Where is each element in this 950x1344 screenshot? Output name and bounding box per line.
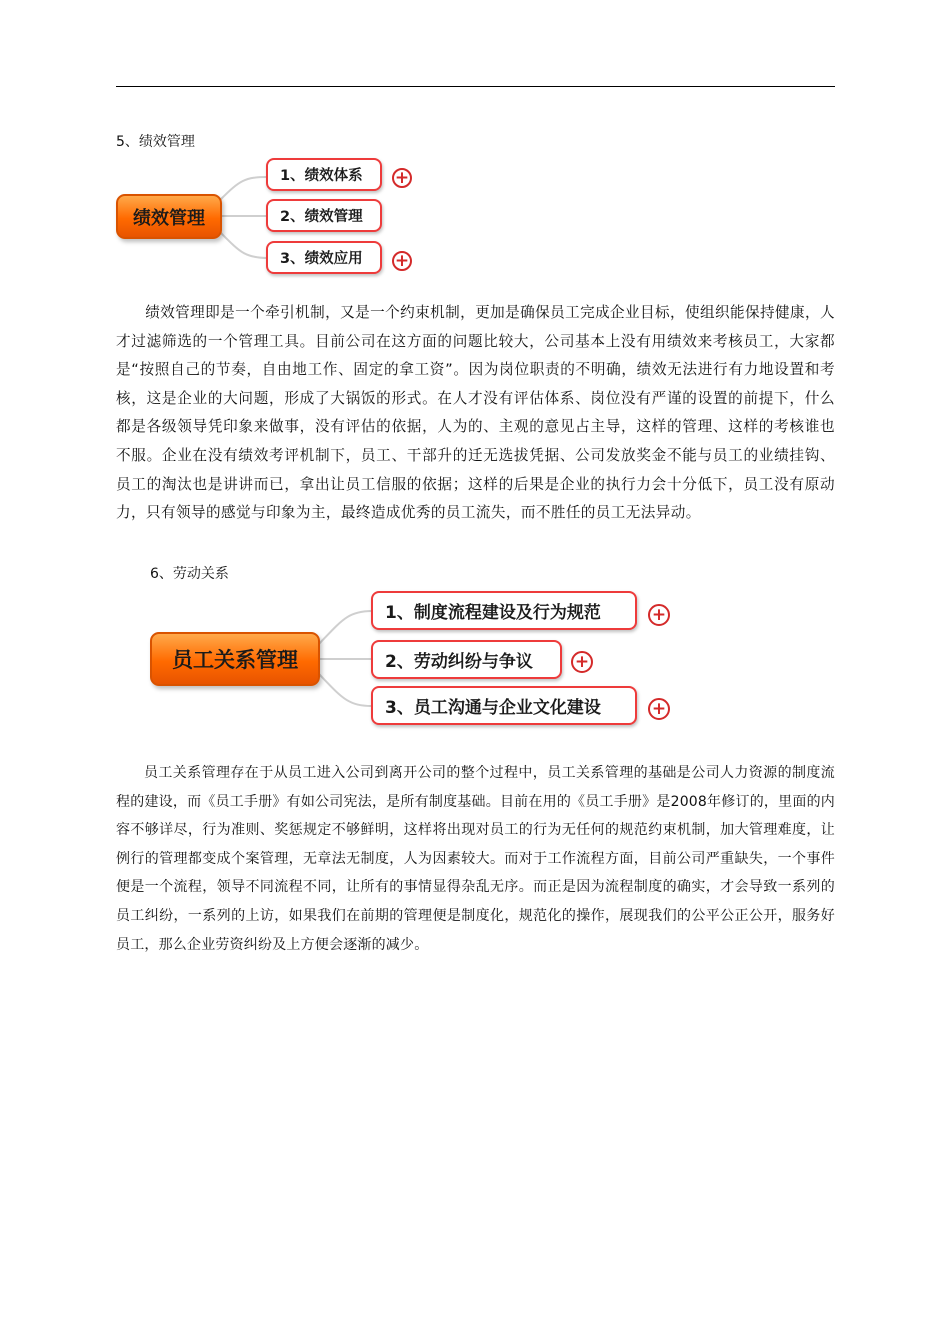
mindmap-root-node: 绩效管理 [116, 194, 222, 239]
section-5-paragraph-text: 绩效管理即是一个牵引机制，又是一个约束机制，更加是确保员工完成企业目标，使组织能保持健康，人才过滤筛选的一个管理工具。目前公司在这方面的问题比较大，公司基本上没有用绩效来考核员工，大家都是“按照自己的节奏，自由地工作、固定的拿工资”。因为岗位职责的不明确，绩效无法进行有力地设置和考核，这是企业的大问题，形成了大锅饭的形式。在人才没有评估体系、岗位没有严谨的设置的前提下，什么都是各级领导凭印象来做事，没有评估的依据，人为的、主观的意见占主导，这样的管理、这样的考核谁也不服。企业在没有绩效考评机制下，员工、干部升的迁无选拔凭据、公司发放奖金不能与员工的业绩挂钩、员工的淘汰也是讲讲而已，拿出让员工信服的依据；这样的后果是企业的执行力会十分低下，员工没有原动力，只有领导的感觉与印象为主，最终造成优秀的员工流失，而不胜任的员工无法异动。 [116, 304, 835, 522]
mindmap-node-performance-application: 3、绩效应用 [266, 241, 382, 274]
mindmap-node-communication-and-culture: 3、员工沟通与企业文化建设 [371, 686, 637, 725]
mindmap-node-performance-management: 2、绩效管理 [266, 199, 382, 232]
mindmap-node-performance-system: 1、绩效体系 [266, 158, 382, 191]
mindmap-node-rules-and-conduct: 1、制度流程建设及行为规范 [371, 591, 637, 630]
mindmap-root-node: 员工关系管理 [150, 632, 320, 686]
expand-plus-icon[interactable]: + [648, 604, 670, 626]
mindmap-node-labor-disputes: 2、劳动纠纷与争议 [371, 640, 562, 679]
expand-plus-icon[interactable]: + [571, 651, 593, 673]
section-6-paragraph-text: 员工关系管理存在于从员工进入公司到离开公司的整个过程中，员工关系管理的基础是公司人力资源的制度流程的建设，而《员工手册》有如公司宪法，是所有制度基础。目前在用的《员工手册》是2008年修订的，里面的内容不够详尽，行为准则、奖惩规定不够鲜明，这样将出现对员工的行为无任何的规范约束机制，加大管理难度，让例行的管理都变成个案管理，无章法无制度，人为因素较大。而对于工作流程方面，目前公司严重缺失，一个事件便是一个流程，领导不同流程不同，让所有的事情显得杂乱无序。而正是因为流程制度的确实，才会导致一系列的员工纠纷，一系列的上访，如果我们在前期的管理便是制度化，规范化的操作，展现我们的公平公正公开，服务好员工，那么企业劳资纠纷及上方便会逐渐的减少。 [116, 765, 835, 953]
section-6-paragraph [116, 759, 835, 959]
section-6-heading: 6、劳动关系 [150, 566, 229, 582]
expand-plus-icon[interactable]: + [392, 251, 412, 271]
expand-plus-icon[interactable]: + [392, 168, 412, 188]
section-5-heading: 5、绩效管理 [116, 134, 195, 150]
expand-plus-icon[interactable]: + [648, 698, 670, 720]
